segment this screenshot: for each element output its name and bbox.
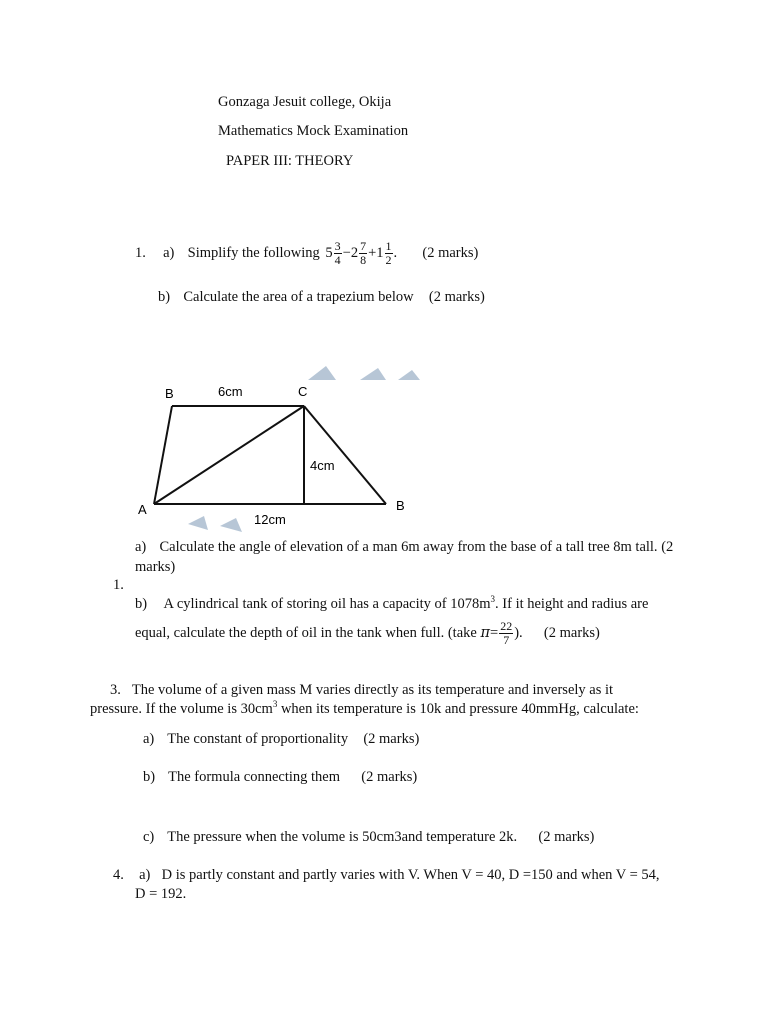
superscript: 3 (272, 699, 278, 710)
question-3a (143, 731, 419, 748)
math-expression: 5 $\frac{3}{4}$ −2 $\frac{7}{8}$ +1 $\frac{1}{2}$ . (325, 239, 398, 267)
paper-title: PAPER III: THEORY (226, 153, 354, 169)
whole-number: 5 (325, 244, 333, 261)
question-4a-line1 (113, 867, 660, 884)
sub-label: a) (143, 731, 155, 747)
sub-label: b) (158, 289, 171, 305)
question-text: The volume of a given mass M varies directly as its temperature and inversely as it (131, 682, 614, 698)
superscript: 3 (490, 594, 496, 605)
fraction: $\frac{7}{8}$ (360, 239, 367, 267)
marks: (2 marks) (135, 539, 674, 575)
whole-number: 1 (376, 244, 384, 261)
operator: + (368, 244, 377, 261)
marks: (2 marks) (422, 244, 479, 261)
question-text: pressure. If the volume is 30cm (90, 701, 273, 717)
question-text-cont: when its temperature is 10k and pressure 40mmHg, calculate: (277, 701, 639, 717)
question-text: D is partly constant and partly varies with V. When V = 40, D =150 and when V = 54, (161, 867, 660, 883)
vertex-label-B-right: B (396, 498, 405, 513)
vertex-label-A: A (138, 502, 147, 517)
question-number: 1. (135, 244, 146, 261)
sub-label: a) (139, 867, 151, 883)
whole-number: 2 (350, 244, 359, 261)
height-label: 4cm (310, 458, 335, 473)
marks: (2 marks) (538, 829, 595, 845)
question-text: Calculate the angle of elevation of a man 6m away from the base of a tall tree 8m tall. (159, 539, 658, 555)
question-2b-line1 (135, 596, 648, 613)
marks: (2 marks) (361, 769, 418, 785)
sub-label: a) (163, 244, 175, 261)
fraction: $\frac{22}{7}$ (500, 619, 513, 647)
question-3-line1 (110, 682, 613, 699)
diagonal-AC (154, 406, 304, 504)
question-text: Simplify the following (187, 244, 320, 261)
question-text: equal, calculate the depth of oil in the tank when full. (take (135, 624, 477, 641)
fraction: $\frac{1}{2}$ (385, 239, 392, 267)
school-name: Gonzaga Jesuit college, Okija (218, 94, 392, 110)
question-number-2: 1. (113, 577, 124, 593)
question-number: 4. (113, 867, 124, 883)
question-text: The pressure when the volume is 50cm3and temperature 2k. (167, 829, 518, 845)
question-2b-line2 (135, 620, 600, 647)
closing-paren: ). (514, 624, 523, 641)
exam-title: Mathematics Mock Examination (218, 123, 409, 139)
question-3b (143, 769, 417, 786)
question-4a-line2: D = 192. (135, 886, 187, 902)
sub-label: c) (143, 829, 155, 845)
operator: − (342, 244, 351, 261)
question-text: Calculate the area of a trapezium below (183, 289, 414, 305)
question-3c (143, 829, 594, 846)
trapezium-figure (130, 358, 430, 538)
marks: (2 marks) (428, 289, 485, 305)
pi-symbol: π (480, 624, 490, 641)
trapezium-diagram (130, 358, 430, 538)
marks: (2 marks) (543, 624, 600, 641)
marks: (2 marks) (363, 731, 420, 747)
length-label-base: 12cm (254, 512, 286, 527)
question-text-cont: . If it height and radius are (495, 596, 649, 612)
question-1b (158, 289, 485, 306)
vertex-label-B-top: B (165, 386, 174, 401)
sub-label: b) (143, 769, 156, 785)
equals-sign: = (490, 624, 499, 641)
sub-label: b) (135, 596, 148, 612)
question-2a (135, 537, 695, 577)
fraction: $\frac{3}{4}$ (334, 239, 341, 267)
question-text: The constant of proportionality (167, 731, 349, 747)
question-1a (135, 240, 478, 267)
sub-label: a) (135, 539, 147, 555)
vertex-label-C: C (298, 384, 308, 399)
edge-CB (304, 406, 386, 504)
question-text: A cylindrical tank of storing oil has a capacity of 1078m (163, 596, 491, 612)
question-3-line2 (90, 701, 639, 718)
edge-AB (154, 406, 172, 504)
length-label-top: 6cm (218, 384, 243, 399)
question-text: The formula connecting them (168, 769, 341, 785)
question-number: 3. (110, 682, 121, 698)
